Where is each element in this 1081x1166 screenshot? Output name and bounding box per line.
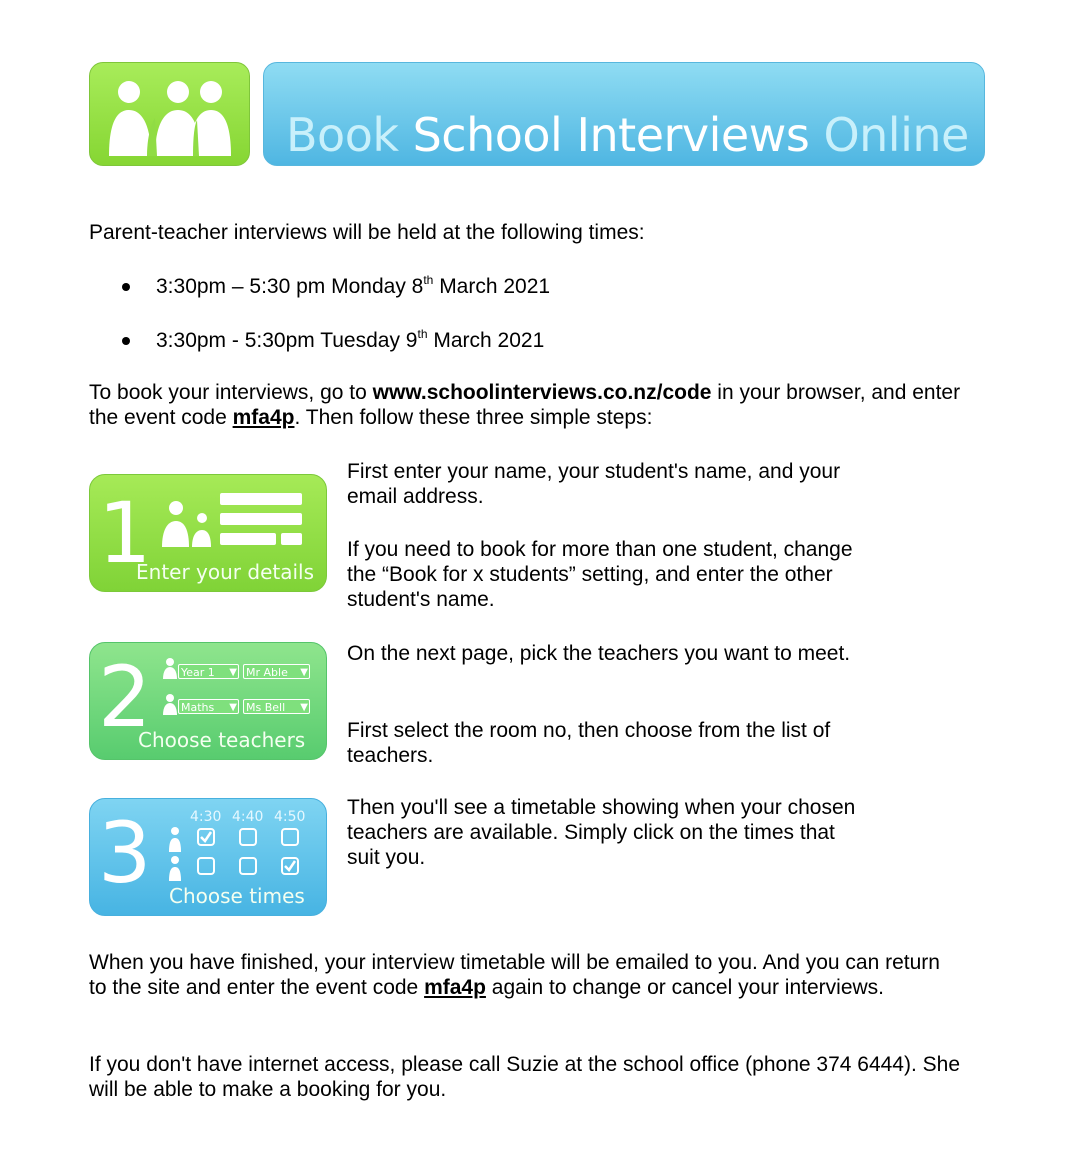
header-banner [263,62,985,166]
year-select: Year 1 ▼ [178,664,239,679]
person-icon [168,855,182,881]
event-code: mfa4p [424,976,486,999]
time-label: 4:40 [232,809,264,825]
step-1-text: First enter your name, your student's name, and your email address. [347,460,841,508]
checkbox [239,828,257,846]
subject-select: Maths ▼ [178,699,239,714]
person-icon [168,826,182,852]
teacher-select: Ms Bell ▼ [243,699,310,714]
checkbox [239,857,257,875]
site-title: Book School Interviews Online [286,108,969,162]
chevron-down-icon: ▼ [300,702,308,713]
step-3-tile [89,798,327,916]
booking-url[interactable]: www.schoolinterviews.co.nz/code [372,381,712,404]
person-icon [162,693,178,715]
teacher-select: Mr Able ▼ [243,664,310,679]
chevron-down-icon: ▼ [229,667,237,678]
step-caption: Choose times [169,884,305,908]
check-icon [199,830,213,844]
bullet-icon [122,283,130,291]
contact-text: If you don't have internet access, please call Suzie at the school office (phone 374 6444). She will be able to make a booking for you. [89,1053,961,1101]
step-number: 2 [98,648,152,746]
details-form-icon [160,487,310,557]
step-number: 3 [98,804,152,902]
chevron-down-icon: ▼ [300,667,308,678]
checkbox-checked [197,828,215,846]
step-2-tile [89,642,327,760]
step-1-tile [89,474,327,592]
logo [89,62,250,166]
step-caption: Choose teachers [138,728,306,752]
intro-text: Parent-teacher interviews will be held at the following times: [89,221,645,244]
step-3-text: Then you'll see a timetable showing when your chosen teachers are available. Simply click on the times that suit you. [347,796,856,869]
session-item: 3:30pm - 5:30pm Tuesday 9th March 2021 [156,327,545,352]
step-2-note: First select the room no, then choose from the list of teachers. [347,719,831,767]
chevron-down-icon: ▼ [229,702,237,713]
checkbox-checked [281,857,299,875]
checkbox [281,828,299,846]
person-icon [162,657,178,679]
time-label: 4:30 [190,809,222,825]
step-1-note: If you need to book for more than one student, change the “Book for x students” setting, and enter the other student's name. [347,538,853,611]
step-number: 1 [98,484,152,582]
checkbox [197,857,215,875]
bullet-icon [122,337,130,345]
event-code: mfa4p [232,406,295,429]
step-2-text: On the next page, pick the teachers you want to meet. [347,642,851,665]
session-item: 3:30pm – 5:30 pm Monday 8th March 2021 [156,273,551,298]
time-label: 4:50 [274,809,306,825]
people-icon [89,62,250,166]
finish-text: When you have finished, your interview timetable will be emailed to you. And you can return to the site and enter the event code mfa4p again to change or cancel your interviews. [89,951,940,999]
check-icon [283,859,297,873]
step-caption: Enter your details [136,560,314,584]
booking-instructions: To book your interviews, go to www.schoolinterviews.co.nz/code in your browser, and enter the event code mfa4p. Then follow these three simple steps: [89,381,961,429]
